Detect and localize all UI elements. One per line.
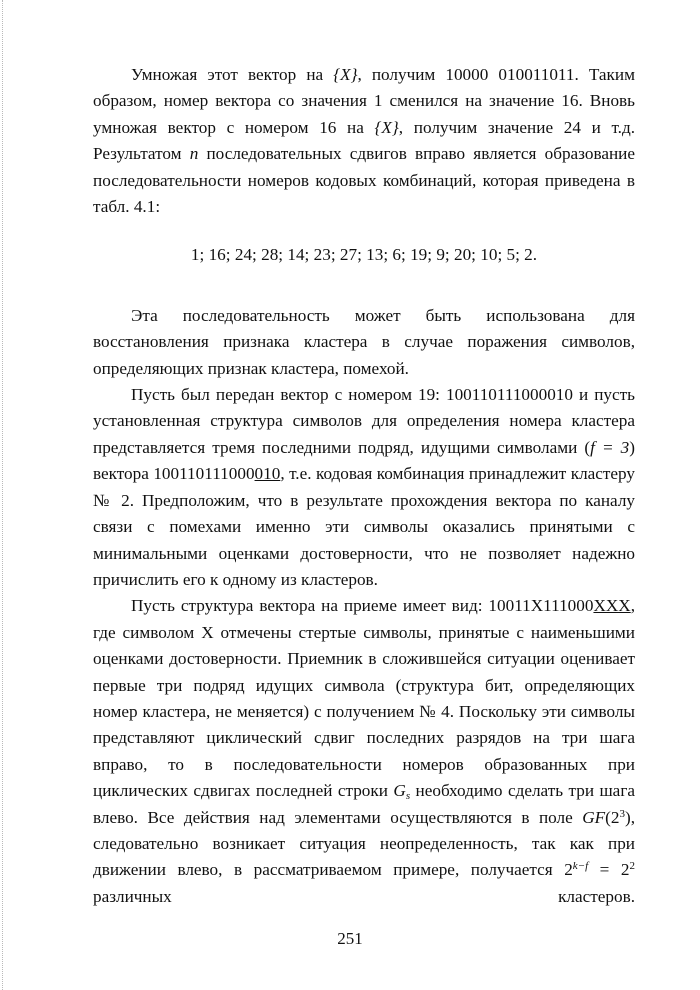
underlined-bits: 010 — [254, 464, 281, 484]
paragraph-1: Умножая этот вектор на {X}, получим 10000 010011011. Таким образом, номер вектора со значения 1 сменился на значение 16. Вновь умножая вектор с номером 16 на {X}, получим значение 24 и т.д. Результатом n последовательных сдвигов вправо является образование последовательности номеров кодовых комбинаций, которая приведена в табл. 4.1: — [93, 65, 636, 217]
underlined-erased-bits: XXX — [593, 596, 631, 616]
math-gf-field: $GF(2^3)$ — [582, 807, 631, 827]
paragraph-2: Эта последовательность может быть использована для восстановления признака кластера в случае поражения символов, определяющих признак кластера, помехой. — [93, 305, 635, 378]
math-x-set: {X} — [333, 65, 358, 84]
page-body — [93, 62, 635, 910]
number-sequence: 1; 16; 24; 28; 14; 23; 27; 13; 6; 19; 9; 20; 10; 5; 2. — [190, 245, 538, 265]
paragraph-4: Пусть структура вектора на приеме имеет вид: 10011X111000XXX, где символом X отмечены стертые символы, принятые с наименьшими оценками достоверности. Приемник в сложившейся ситуации оценивает первые три подряд идущих символа (структура бит, определяющих номер кластера, не меняется) с получением № 4. Поскольку эти символы представляют циклический сдвиг последних разрядов на три шага вправо, то в последовательности номеров образованных при циклических сдвигах последней строки $G_s$ необходимо сделать три шага влево. Все действия над элементами осуществляются в поле $GF(2^3)$, следовательно возникает ситуация неопределенность, так как при движении влево, в рассматриваемом примере, получается $2^{k-f} = 2^2$ различных кластеров. — [93, 596, 635, 906]
paragraph-3: Пусть был передан вектор с номером 19: 100110111000010 и пусть установленная структура символов для определения номера кластера представляется тремя последними подряд, идущими символами (f = 3) вектора 100110111000010, т.е. кодовая комбинация принадлежит кластеру № 2. Предположим, что в результате прохождения вектора по каналу связи с помехами именно эти символы оказались принятыми с минимальными оценками достоверности, что не позволяет надежно причислить его к одному из кластеров. — [93, 385, 636, 589]
math-x-set: {X} — [374, 117, 399, 137]
math-f-eq-3: f = 3 — [590, 437, 630, 457]
page-edge-line — [2, 0, 3, 990]
math-power-expression: $2^{k-f} = 2^2$ — [564, 860, 635, 880]
math-n: n — [189, 144, 199, 164]
math-g-s: $G_s$ — [393, 781, 411, 803]
page-number: 251 — [337, 929, 363, 948]
